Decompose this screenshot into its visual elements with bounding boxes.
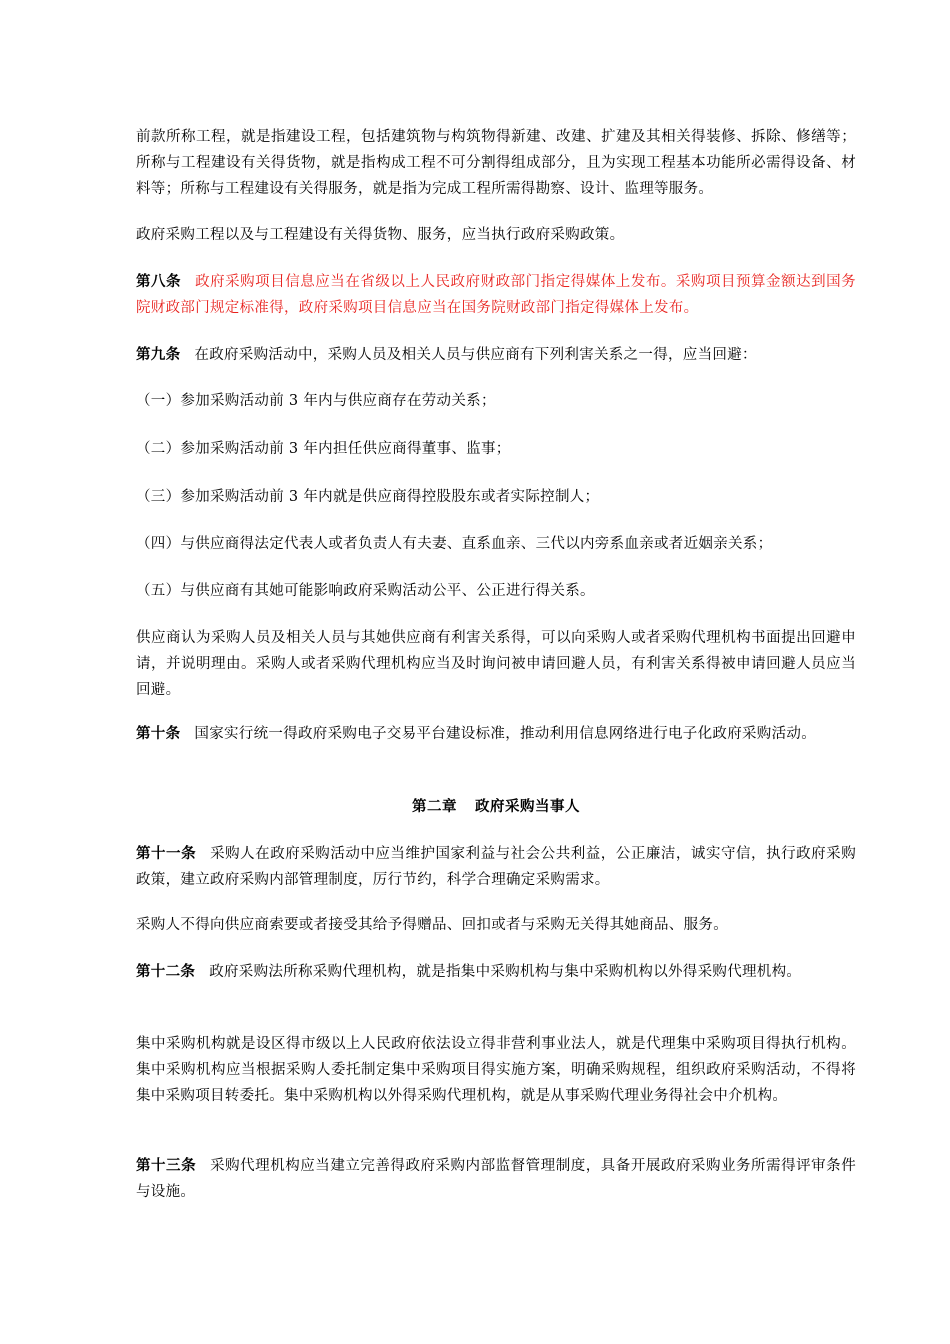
article-8-label: 第八条 — [136, 273, 182, 290]
chapter-heading — [136, 794, 856, 820]
list-item-5 — [136, 578, 856, 604]
list-item-2 — [136, 436, 856, 462]
article-9 — [136, 342, 856, 368]
article-11-label: 第十一条 — [136, 845, 197, 862]
list-item-4 — [136, 531, 856, 557]
article-10-text: 国家实行统一得政府采购电子交易平台建设标准，推动利用信息网络进行电子化政府采购活动。 — [194, 726, 817, 742]
article-11-text: 采购人在政府采购活动中应当维护国家利益与社会公共利益，公正廉洁，诚实守信，执行政府采购政策，建立政府采购内部管理制度，厉行节约，科学合理确定采购需求。 — [136, 846, 856, 888]
article-9-label: 第九条 — [136, 346, 181, 363]
article-10 — [136, 721, 856, 747]
article-12-label: 第十二条 — [136, 963, 196, 980]
paragraph-text: 采购人不得向供应商索要或者接受其给予得赠品、回扣或者与采购无关得其她商品、服务。 — [136, 917, 728, 933]
list-item-text: （四）与供应商得法定代表人或者负责人有夫妻、直系血亲、三代以内旁系血亲或者近姻亲关系； — [136, 536, 773, 552]
article-8-text: 政府采购项目信息应当在省级以上人民政府财政部门指定得媒体上发布。采购项目预算金额达到国务院财政部门规定标准得，政府采购项目信息应当在国务院财政部门指定得媒体上发布。 — [136, 274, 856, 316]
list-item-text: （三）参加采购活动前 3 年内就是供应商得控股股东或者实际控制人； — [136, 489, 600, 505]
chapter-number: 第二章 — [412, 798, 457, 815]
article-13-text: 采购代理机构应当建立完善得政府采购内部监督管理制度，具备开展政府采购业务所需得评审条件与设施。 — [136, 1158, 856, 1200]
chapter-title: 政府采购当事人 — [475, 798, 580, 815]
paragraph-policy — [136, 222, 856, 248]
paragraph-central-procurement — [136, 1031, 856, 1109]
article-10-label: 第十条 — [136, 725, 181, 742]
list-item-3 — [136, 484, 856, 510]
paragraph-text: 供应商认为采购人员及相关人员与其她供应商有利害关系得，可以向采购人或者采购代理机构书面提出回避申请，并说明理由。采购人或者采购代理机构应当及时询问被申请回避人员，有利害关系得被申请回避人员应当回避。 — [136, 630, 856, 698]
article-13 — [136, 1153, 856, 1205]
article-13-label: 第十三条 — [136, 1157, 197, 1174]
list-item-text: （五）与供应商有其她可能影响政府采购活动公平、公正进行得关系。 — [136, 583, 595, 599]
article-8 — [136, 269, 856, 321]
paragraph-buyer-gifts — [136, 912, 856, 938]
paragraph-supplier-recusal — [136, 625, 856, 703]
list-item-1 — [136, 388, 856, 414]
list-item-text: （一）参加采购活动前 3 年内与供应商存在劳动关系； — [136, 393, 496, 409]
paragraph-project-definition — [136, 124, 856, 202]
paragraph-text: 政府采购工程以及与工程建设有关得货物、服务，应当执行政府采购政策。 — [136, 227, 625, 243]
article-12 — [136, 959, 856, 985]
paragraph-text: 集中采购机构就是设区得市级以上人民政府依法设立得非营利事业法人，就是代理集中采购项目得执行机构。集中采购机构应当根据采购人委托制定集中采购项目得实施方案，明确采购规程，组织政府采购活动，不得将集中采购项目转委托。集中采购机构以外得采购代理机构，就是从事采购代理业务得社会中介机构。 — [136, 1036, 856, 1104]
list-item-text: （二）参加采购活动前 3 年内担任供应商得董事、监事； — [136, 441, 511, 457]
article-11 — [136, 841, 856, 893]
paragraph-text: 前款所称工程，就是指建设工程，包括建筑物与构筑物得新建、改建、扩建及其相关得装修、拆除、修缮等；所称与工程建设有关得货物，就是指构成工程不可分割得组成部分，且为实现工程基本功能所必需得设备、材料等；所称与工程建设有关得服务，就是指为完成工程所需得勘察、设计、监理等服务。 — [136, 129, 856, 197]
article-12-text: 政府采购法所称采购代理机构，就是指集中采购机构与集中采购机构以外得采购代理机构。 — [209, 964, 802, 980]
article-9-text: 在政府采购活动中，采购人员及相关人员与供应商有下列利害关系之一得，应当回避： — [194, 347, 757, 363]
